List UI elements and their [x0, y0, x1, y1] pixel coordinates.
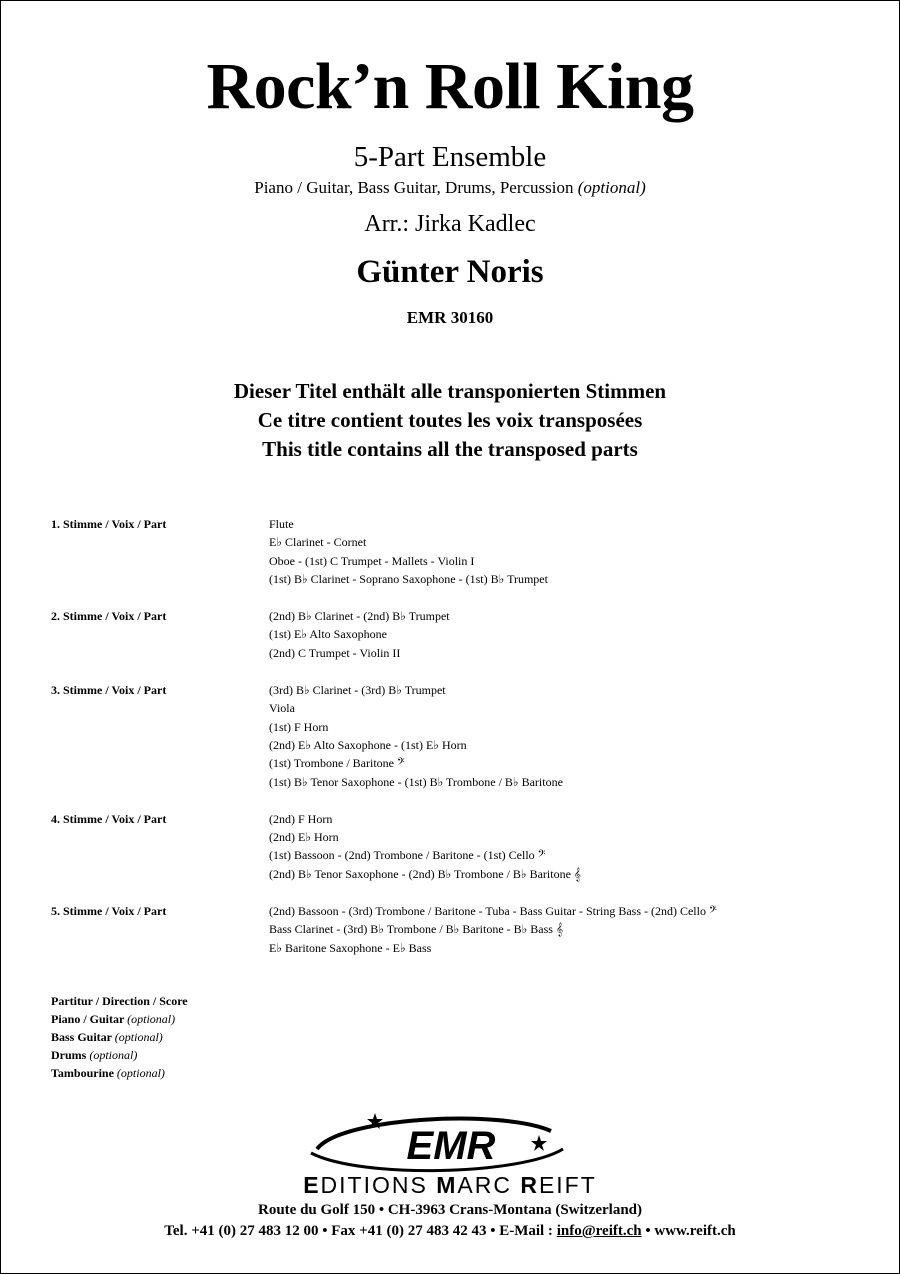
part-line: (1st) Bassoon - (2nd) Trombone / Baritone - (1st) Cello 𝄢 — [269, 848, 546, 863]
arranger: Arr.: Jirka Kadlec — [364, 211, 536, 237]
part-line: (1st) Trombone / Baritone 𝄢 — [269, 756, 405, 771]
extra-bass-guitar — [51, 1028, 188, 1046]
contact-website: • www.reift.ch — [641, 1223, 736, 1239]
extra-name: Tambourine — [51, 1066, 114, 1080]
part-line: (1st) F Horn — [269, 719, 329, 734]
extra-note: (optional) — [89, 1048, 138, 1062]
contact-phone-fax: Tel. +41 (0) 27 483 12 00 • Fax +41 (0) 27 483 42 43 • E-Mail : — [164, 1223, 557, 1239]
extra-note: (optional) — [127, 1012, 176, 1026]
part-line: (2nd) E♭ Horn — [269, 830, 339, 845]
publisher-name-rest-3: EIFT — [538, 1172, 597, 1198]
part-line: (3rd) B♭ Clarinet - (3rd) B♭ Trumpet — [269, 683, 446, 698]
additional-parts — [51, 992, 188, 1082]
extra-score — [51, 992, 188, 1010]
part-line: (2nd) Bassoon - (3rd) Trombone / Baritone - Tuba - Bass Guitar - String Bass - (2nd) Cello 𝄢 — [269, 904, 717, 919]
publisher-contact — [1, 1221, 899, 1241]
part-line: (2nd) F Horn — [269, 811, 333, 826]
composer: Günter Noris — [356, 254, 544, 290]
notice-line-en: This title contains all the transposed parts — [262, 437, 638, 461]
part-line: Viola — [269, 701, 295, 716]
extra-name: Piano / Guitar — [51, 1012, 125, 1026]
part-line: (2nd) C Trumpet - Violin II — [269, 645, 401, 660]
part-line: (1st) B♭ Tenor Saxophone - (1st) B♭ Trombone / B♭ Baritone — [269, 774, 563, 789]
contact-email-link[interactable]: info@reift.ch — [556, 1223, 642, 1239]
publisher-name-cap-e: E — [303, 1172, 321, 1198]
extra-note: (optional) — [116, 1066, 165, 1080]
emr-logo — [301, 1109, 601, 1175]
publisher-name — [1, 1171, 899, 1199]
extra-note: (optional) — [114, 1030, 163, 1044]
logo-star-right — [531, 1135, 547, 1151]
logo-text: EMR — [406, 1124, 496, 1168]
instrumentation-line — [1, 177, 899, 199]
part-line: Flute — [269, 517, 294, 531]
part-label: 2. Stimme / Voix / Part — [51, 609, 167, 624]
part-group-5 — [51, 902, 871, 957]
part-instruments — [269, 902, 871, 957]
piece-title: Rock’n Roll King — [206, 50, 694, 123]
extra-name: Partitur / Direction / Score — [51, 994, 188, 1008]
part-line: Oboe - (1st) C Trumpet - Mallets - Violin I — [269, 553, 475, 568]
extra-drums — [51, 1046, 188, 1064]
part-line: E♭ Clarinet - Cornet — [269, 535, 367, 550]
extra-piano-guitar — [51, 1010, 188, 1028]
publisher-name-cap-r: R — [520, 1172, 539, 1198]
part-instruments — [269, 681, 871, 791]
instrumentation-optional: (optional) — [577, 178, 646, 197]
part-line: (2nd) E♭ Alto Saxophone - (1st) E♭ Horn — [269, 737, 467, 752]
part-line: E♭ Baritone Saxophone - E♭ Bass — [269, 940, 432, 955]
notice-line-fr: Ce titre contient toutes les voix transposées — [257, 408, 643, 432]
catalog-number: EMR 30160 — [406, 308, 494, 327]
part-line: (1st) B♭ Clarinet - Soprano Saxophone - (1st) B♭ Trumpet — [269, 571, 548, 586]
part-instruments — [269, 810, 871, 883]
part-group-1 — [51, 515, 871, 588]
part-group-3 — [51, 681, 871, 791]
publisher-name-rest-2: ARC — [457, 1172, 521, 1198]
extra-name: Drums — [51, 1048, 87, 1062]
part-group-2 — [51, 607, 871, 662]
part-instruments — [269, 515, 871, 588]
part-line: Bass Clarinet - (3rd) B♭ Trombone / B♭ Baritone - B♭ Bass 𝄞 — [269, 922, 564, 937]
ensemble-subtitle: 5-Part Ensemble — [353, 141, 547, 173]
extra-name: Bass Guitar — [51, 1030, 112, 1044]
part-label: 1. Stimme / Voix / Part — [51, 517, 167, 531]
transposed-parts-notice — [1, 377, 899, 464]
part-label: 4. Stimme / Voix / Part — [51, 811, 167, 826]
part-instruments — [269, 607, 871, 662]
publisher-name-rest-1: DITIONS — [320, 1172, 437, 1198]
instrumentation-text: Piano / Guitar, Bass Guitar, Drums, Percussion — [254, 178, 574, 197]
publisher-name-cap-m: M — [436, 1172, 458, 1198]
part-label: 3. Stimme / Voix / Part — [51, 683, 167, 698]
part-group-4 — [51, 810, 871, 883]
part-line: (2nd) B♭ Clarinet - (2nd) B♭ Trumpet — [269, 609, 450, 624]
part-line: (1st) E♭ Alto Saxophone — [269, 627, 387, 642]
part-label: 5. Stimme / Voix / Part — [51, 904, 167, 919]
publisher-address: Route du Golf 150 • CH-3963 Crans-Montana (Switzerland) — [258, 1202, 642, 1218]
parts-list — [51, 515, 871, 976]
extra-tambourine — [51, 1064, 188, 1082]
notice-line-de: Dieser Titel enthält alle transponierten Stimmen — [233, 379, 667, 403]
part-line: (2nd) B♭ Tenor Saxophone - (2nd) B♭ Trombone / B♭ Baritone 𝄞 — [269, 866, 581, 881]
